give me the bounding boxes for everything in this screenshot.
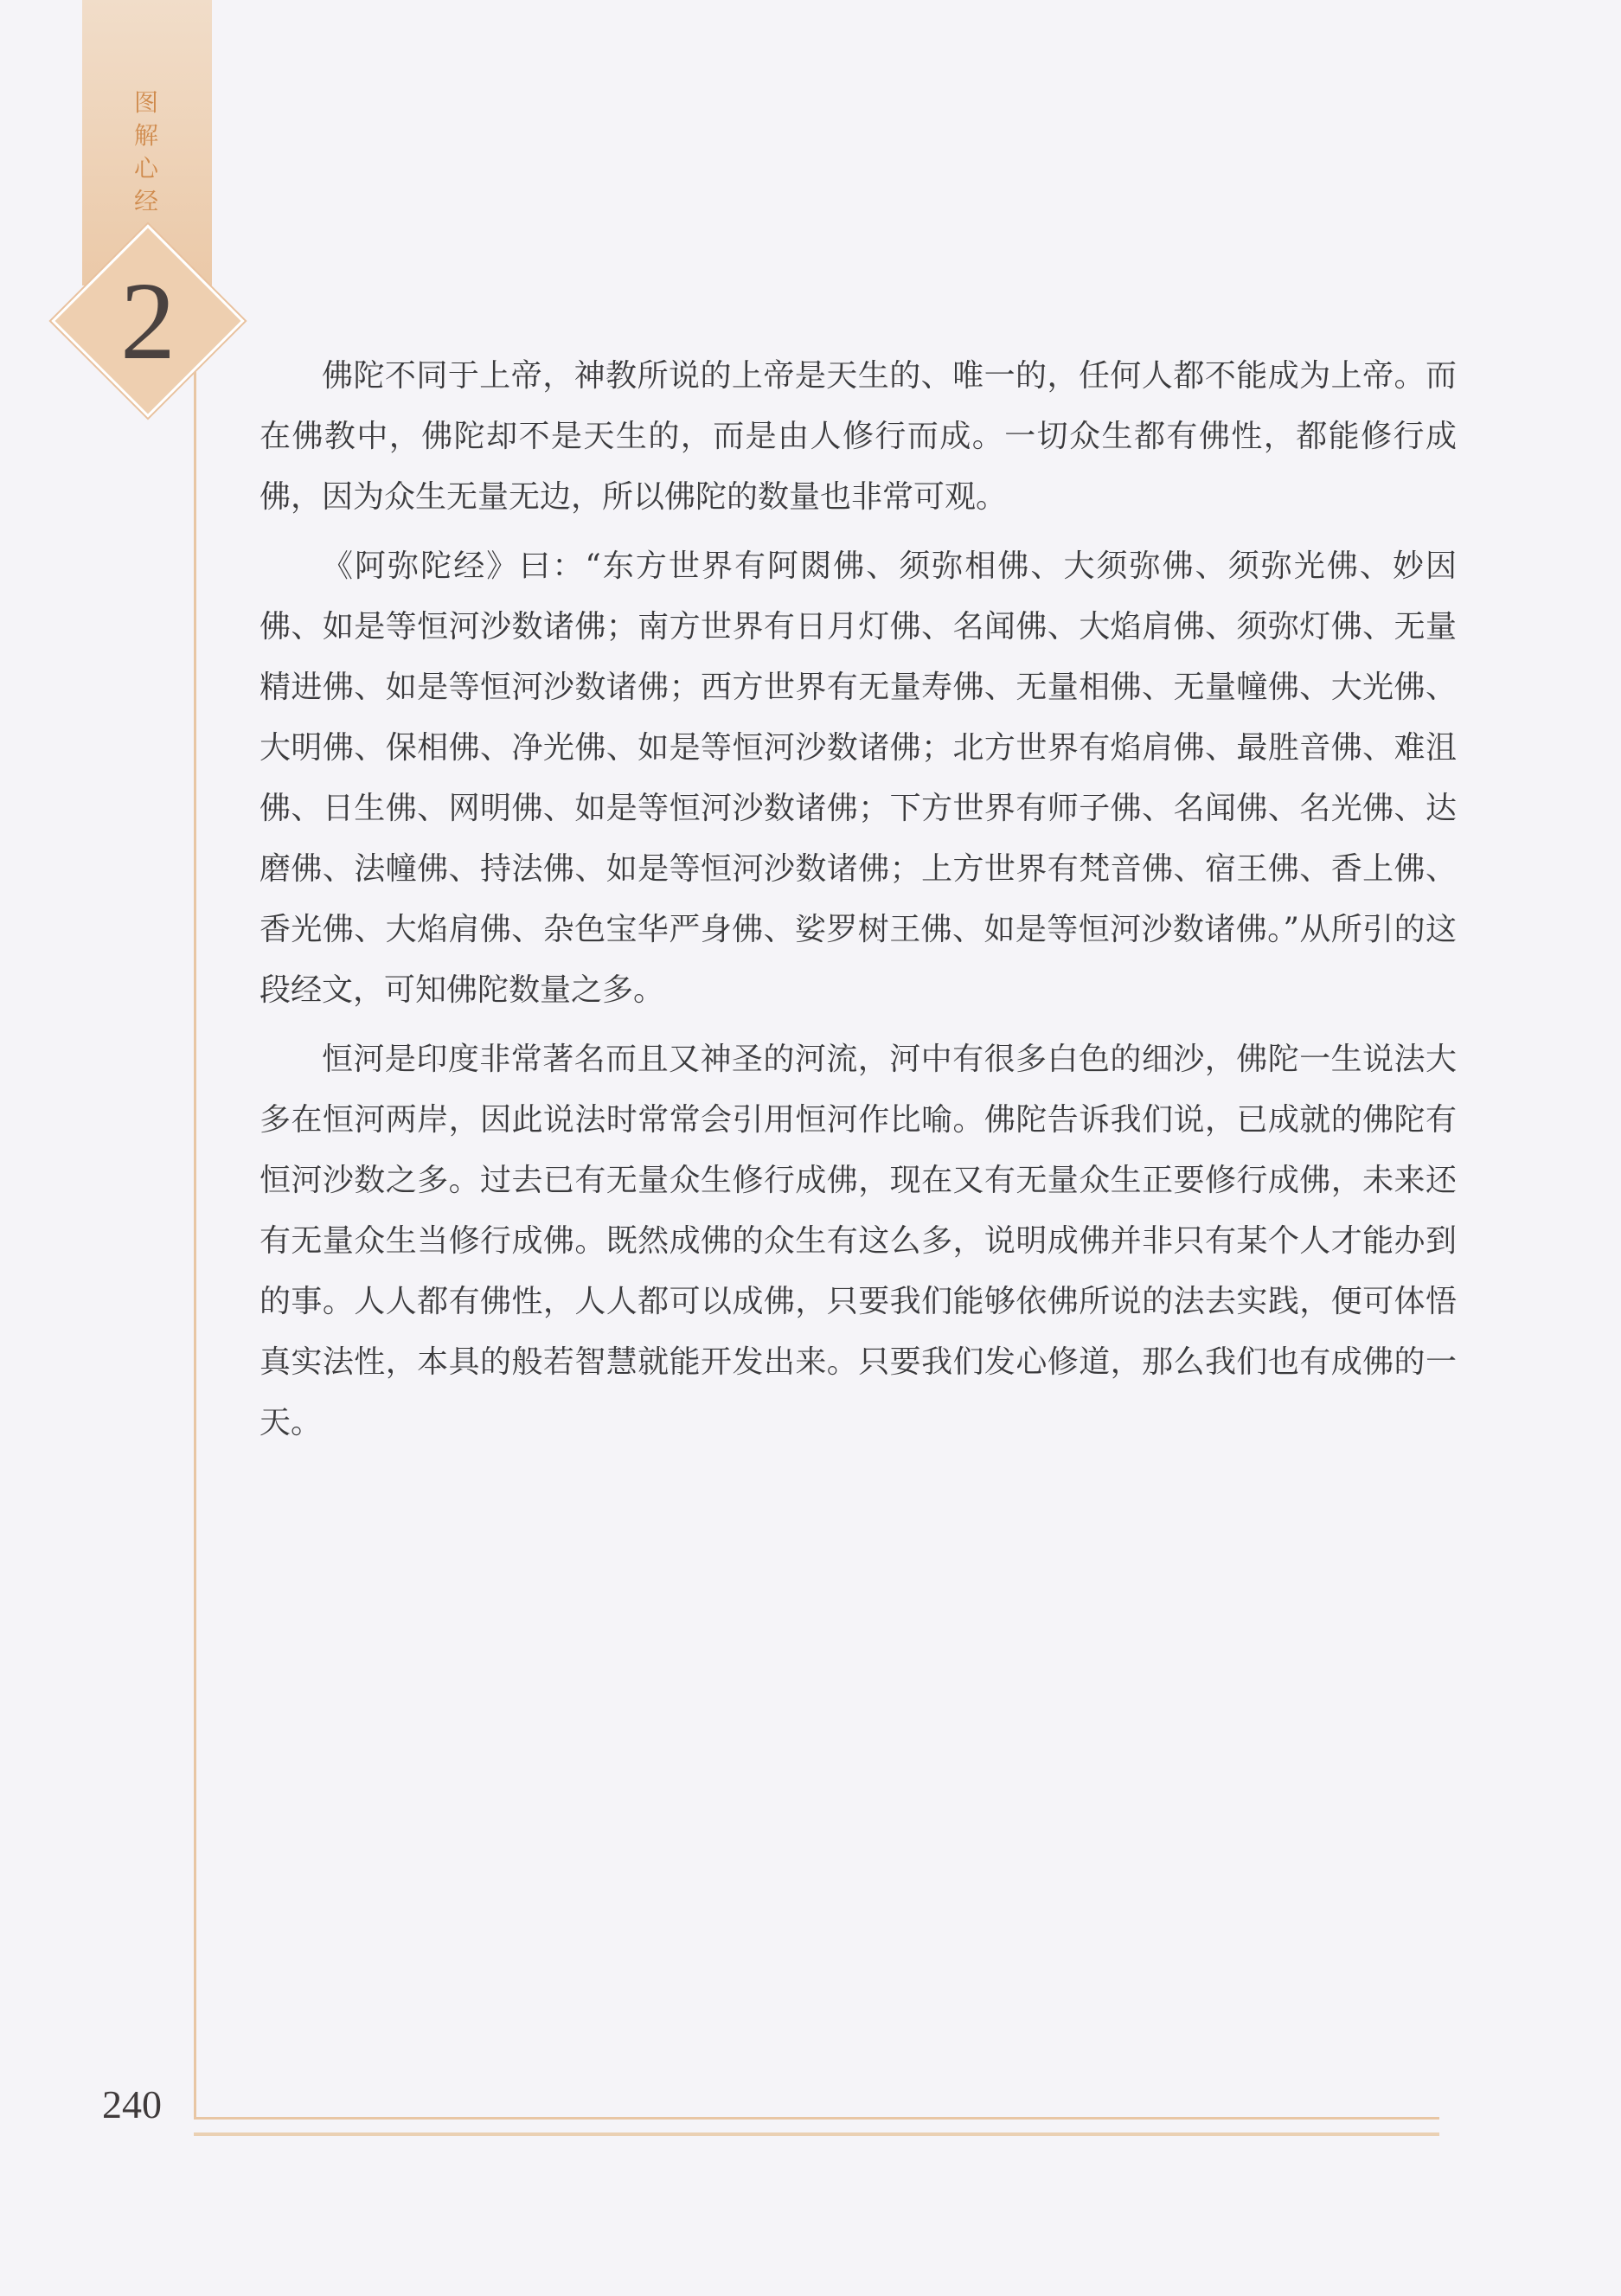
page-number: 240 bbox=[102, 2082, 162, 2126]
body-text bbox=[259, 346, 1457, 1462]
book-title bbox=[129, 87, 163, 218]
margin-rule-vertical bbox=[194, 372, 196, 2120]
footer-rule-secondary bbox=[194, 2132, 1439, 2136]
chapter-number: 2 bbox=[120, 260, 176, 382]
book-title-char: 心 bbox=[133, 154, 158, 183]
paragraph: 《阿弥陀经》曰：“东方世界有阿閦佛、须弥相佛、大须弥佛、须弥光佛、妙因佛、如是等恒河沙数诸佛；南方世界有日月灯佛、名闻佛、大焰肩佛、须弥灯佛、无量精进佛、如是等恒河沙数诸佛；西方世界有无量寿佛、无量相佛、无量幢佛、大光佛、大明佛、保相佛、净光佛、如是等恒河沙数诸佛；北方世界有焰肩佛、最胜音佛、难沮佛、日生佛、网明佛、如是等恒河沙数诸佛；下方世界有师子佛、名闻佛、名光佛、达磨佛、法幢佛、持法佛、如是等恒河沙数诸佛；上方世界有梵音佛、宿王佛、香上佛、香光佛、大焰肩佛、杂色宝华严身佛、娑罗树王佛、如是等恒河沙数诸佛。”从所引的这段经文，可知佛陀数量之多。 bbox=[259, 548, 1457, 1008]
book-title-char: 图 bbox=[133, 88, 158, 117]
footer-rule bbox=[194, 2117, 1439, 2120]
book-title-char: 经 bbox=[133, 187, 158, 215]
book-title-char: 解 bbox=[133, 121, 158, 150]
paragraph: 恒河是印度非常著名而且又神圣的河流，河中有很多白色的细沙，佛陀一生说法大多在恒河两岸，因此说法时常常会引用恒河作比喻。佛陀告诉我们说，已成就的佛陀有恒河沙数之多。过去已有无量众生修行成佛，现在又有无量众生正要修行成佛，未来还有无量众生当修行成佛。既然成佛的众生有这么多，说明成佛并非只有某个人才能办到的事。人人都有佛性，人人都可以成佛，只要我们能够依佛所说的法去实践，便可体悟真实法性，本具的般若智慧就能开发出来。只要我们发心修道，那么我们也有成佛的一天。 bbox=[259, 1042, 1457, 1440]
paragraph: 佛陀不同于上帝，神教所说的上帝是天生的、唯一的，任何人都不能成为上帝。而在佛教中，佛陀却不是天生的，而是由人修行而成。一切众生都有佛性，都能修行成佛，因为众生无量无边，所以佛陀的数量也非常可观。 bbox=[259, 358, 1457, 515]
